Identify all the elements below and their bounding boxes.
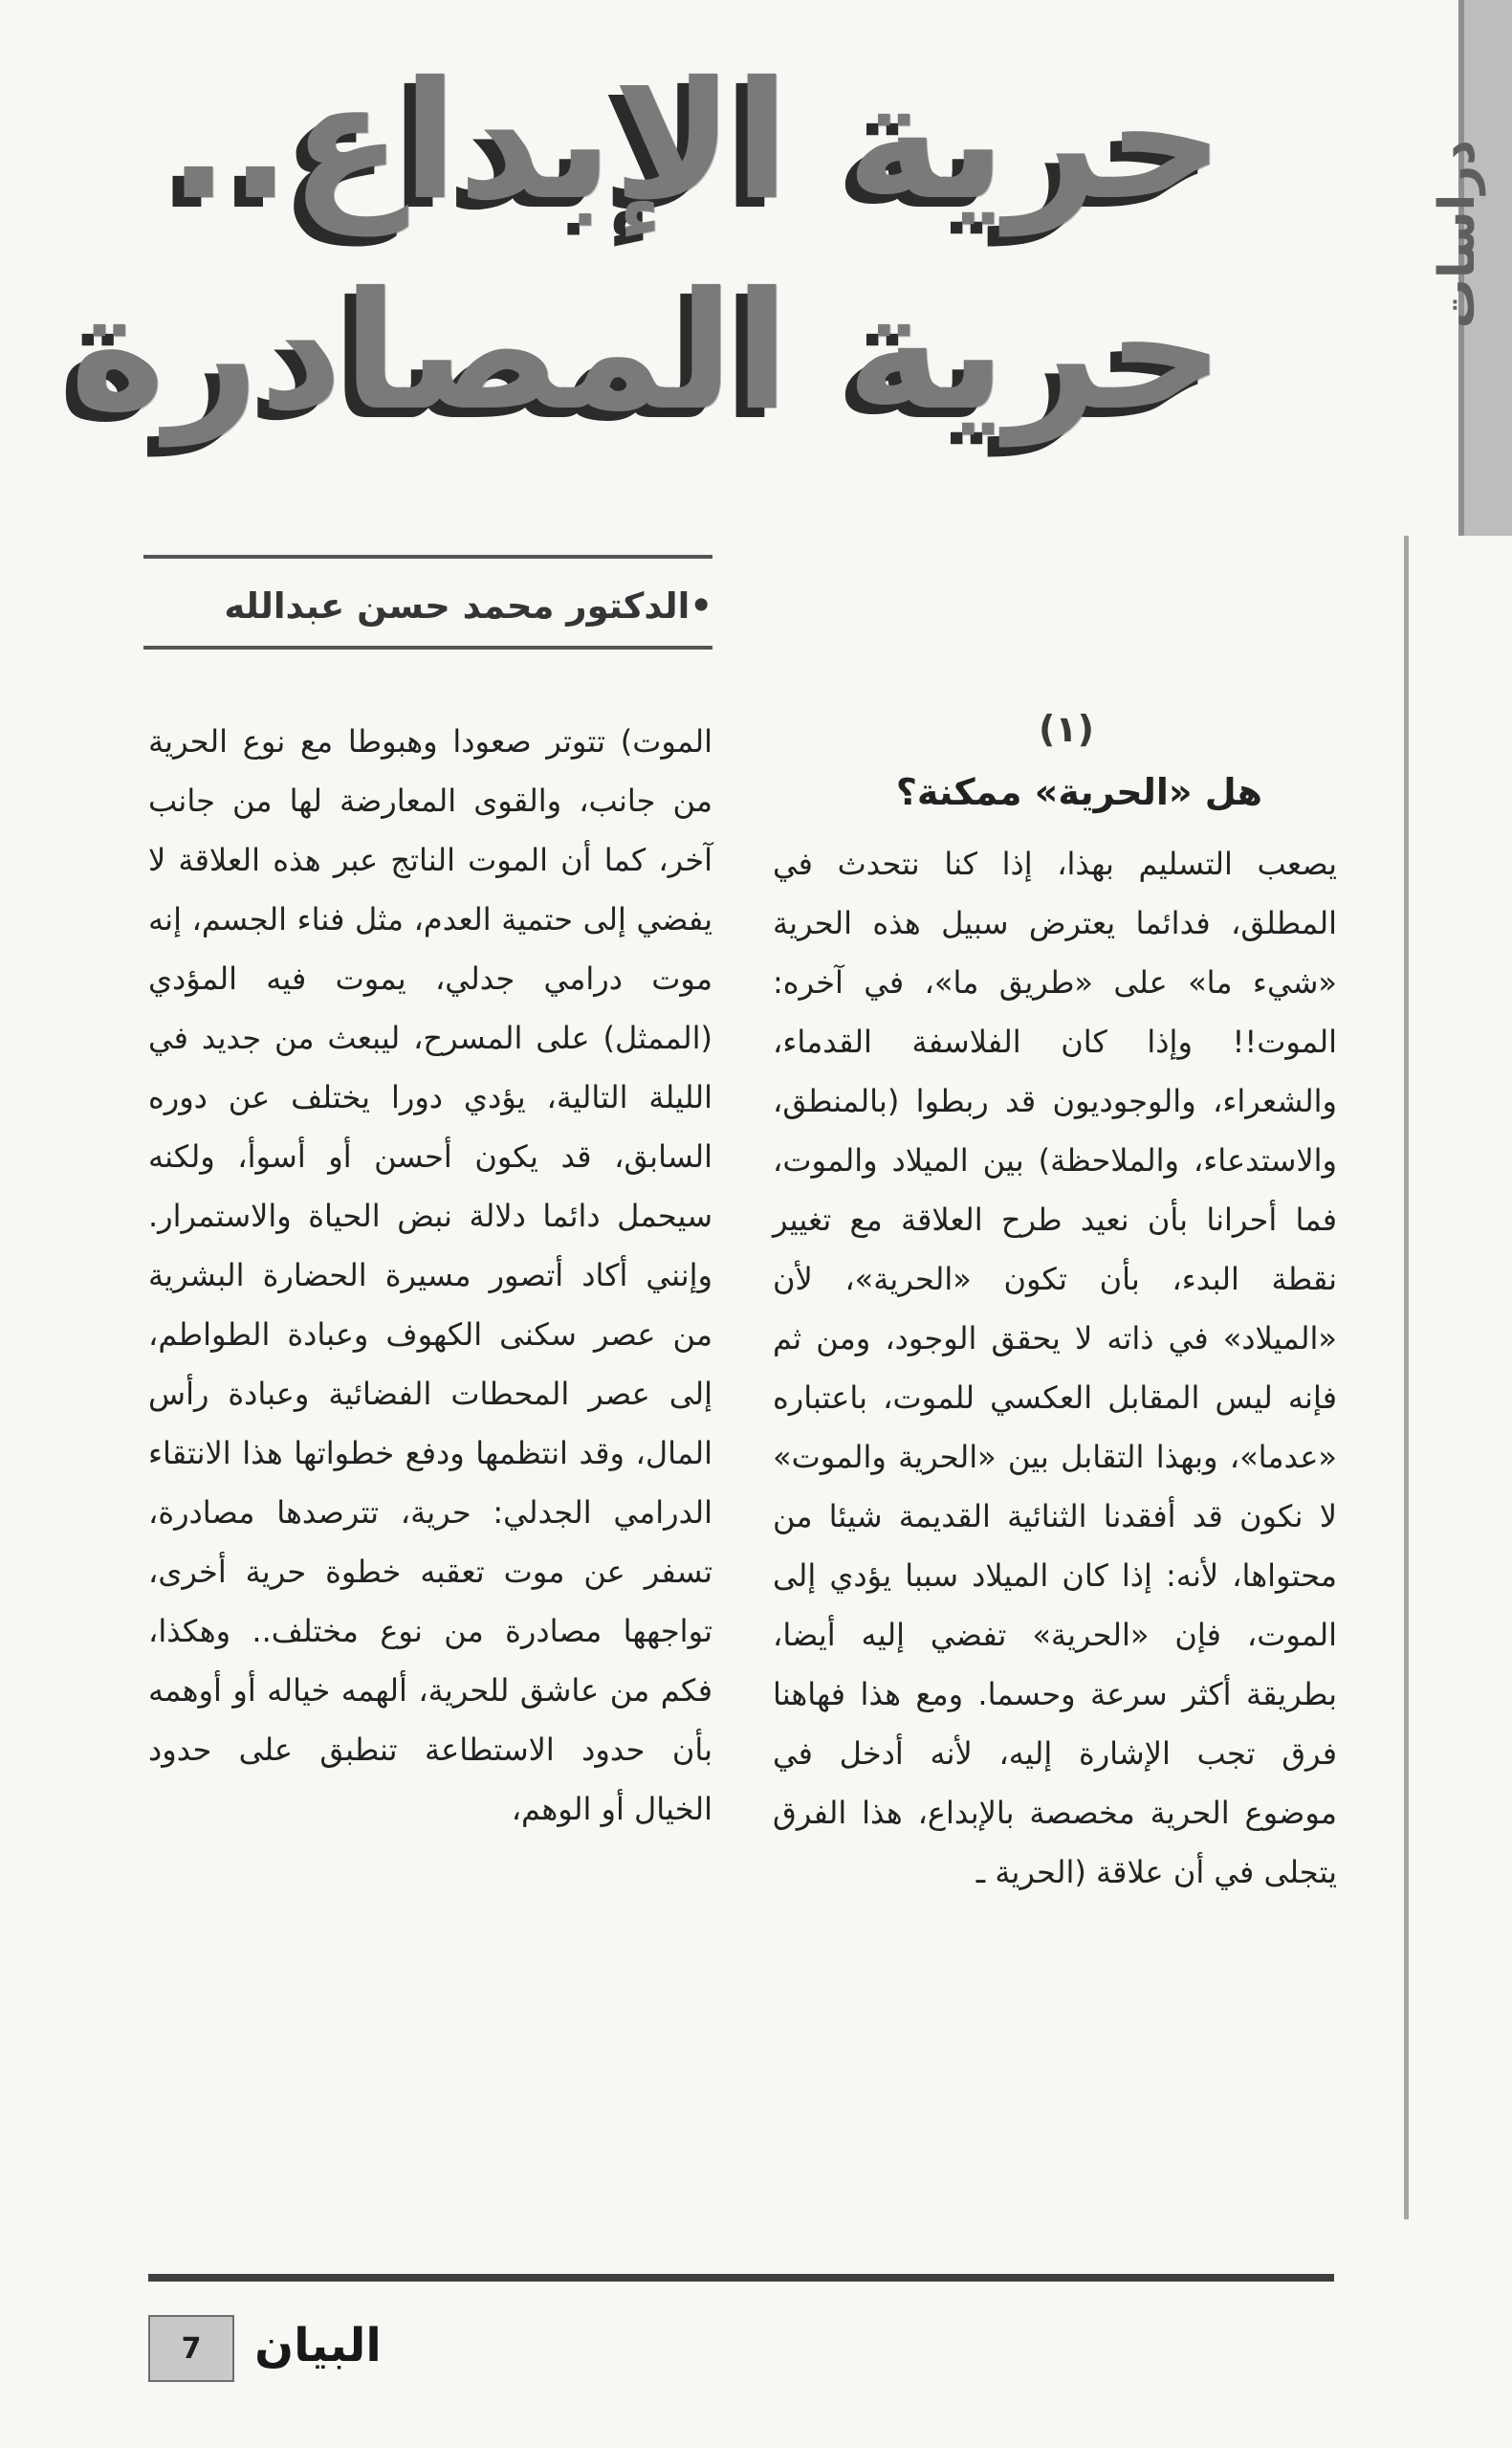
page-number: 7	[181, 2331, 202, 2366]
title-line-1: حرية الإبداع..	[167, 47, 1224, 236]
title-line-2: حرية المصادرة	[69, 257, 1224, 447]
footer-rule	[148, 2274, 1334, 2282]
section-number: (١)	[1039, 708, 1094, 750]
section-heading: هل «الحرية» ممكنة؟	[895, 771, 1262, 813]
side-rule	[1404, 536, 1409, 2219]
author-rule-top	[143, 555, 712, 559]
page-number-box	[148, 2315, 234, 2382]
body-column-left: الموت) تتوتر صعودا وهبوطا مع نوع الحرية من جانب، والقوى المعارضة لها من جانب آخر، كما أن الموت الناتج عبر هذه العلاقة لا يفضي إلى حتمية العدم، مثل فناء الجسم، إنه موت درامي جدلي، يموت فيه المؤدي (الممثل) على المسرح، ليبعث من جديد في الليلة التالية، يؤدي دورا يختلف عن دوره السابق، قد يكون أحسن أو أسوأ، ولكنه سيحمل دائما دلالة نبض الحياة والاستمرار. وإنني أكاد أتصور مسيرة الحضارة البشرية من عصر سكنى الكهوف وعبادة الطواطم، إلى عصر المحطات الفضائية وعبادة رأس المال، وقد انتظمها ودفع خطواتها هذا الانتقاء الدرامي الجدلي: حرية، تترصدها مصادرة، تسفر عن موت تعقبه خطوة حرية أخرى، تواجهها مصادرة من نوع مختلف.. وهكذا، فكم من عاشق للحرية، ألهمه خياله أو أوهمه بأن حدود الاستطاعة تنطبق على حدود الخيال أو الوهم،	[148, 723, 712, 1827]
body-column-right: يصعب التسليم بهذا، إذا كنا نتحدث في المطلق، فدائما يعترض سبيل هذه الحرية «شيء ما» على «طريق ما»، في آخره: الموت!! وإذا كان الفلاسفة القدماء، والشعراء، والوجوديون قد ربطوا (بالمنطق، والاستدعاء، والملاحظة) بين الميلاد والموت، فما أحرانا بأن نعيد طرح العلاقة مع تغيير نقطة البدء، بأن تكون «الحرية»، لأن «الميلاد» في ذاته لا يحقق الوجود، ومن ثم فإنه ليس المقابل العكسي للموت، باعتباره «عدما»، وبهذا التقابل بين «الحرية والموت» لا نكون قد أفقدنا الثنائية القديمة شيئا من محتواها، لأنه: إذا كان الميلاد سببا يؤدي إلى الموت، فإن «الحرية» تفضي إليه أيضا، بطريقة أكثر سرعة وحسما. ومع هذا فهاهنا فرق تجب الإشارة إليه، لأنه أدخل في موضوع الحرية مخصصة بالإبداع، هذا الفرق يتجلى في أن علاقة (الحرية ـ	[773, 846, 1337, 1890]
author-name: •الدكتور محمد حسن عبدالله	[224, 585, 712, 627]
author-rule-bottom	[143, 646, 712, 650]
section-tab	[1402, 105, 1512, 364]
article-title	[69, 36, 1224, 515]
section-tab-label: دراسات	[1428, 140, 1486, 329]
magazine-logo: البيان	[254, 2319, 382, 2372]
